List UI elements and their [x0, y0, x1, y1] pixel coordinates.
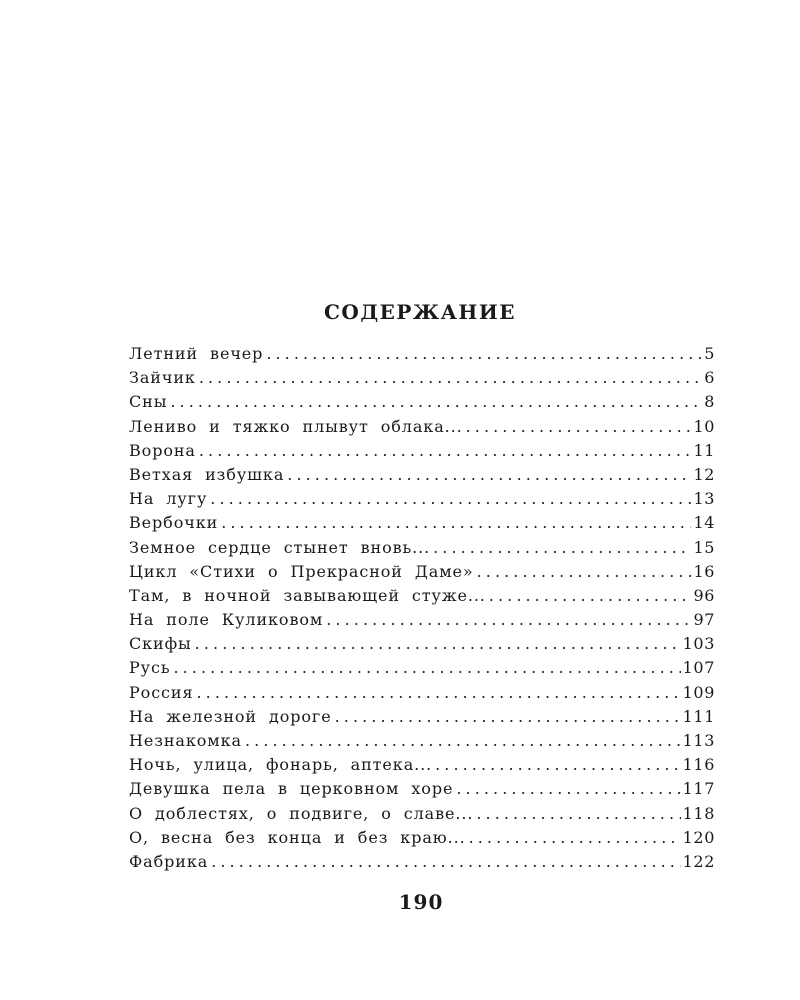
contents-heading: СОДЕРЖАНИЕ: [324, 300, 516, 324]
toc-entry: [129, 850, 715, 874]
dot-leader: [266, 342, 702, 366]
toc-entry-title: Русь: [129, 658, 171, 678]
toc-entry: [129, 705, 715, 729]
toc-entry-page: 120: [682, 827, 715, 847]
toc-entry-title: На лугу: [129, 489, 208, 509]
dot-leader: [170, 390, 702, 414]
toc-entry: [129, 511, 715, 535]
dot-leader: [199, 439, 692, 463]
toc-entry-page: 116: [682, 755, 715, 775]
toc-entry: [129, 390, 715, 414]
dot-leader: [287, 463, 691, 487]
toc-entry-page: 10: [693, 416, 715, 436]
toc-entry: [129, 802, 715, 826]
dot-leader: [335, 705, 681, 729]
dot-leader: [433, 536, 691, 560]
toc-entry-page: 109: [682, 682, 715, 702]
toc-entry-title: О доблестях, о подвиге, о славе...: [129, 803, 474, 823]
toc-entry-page: 103: [682, 634, 715, 654]
dot-leader: [476, 802, 680, 826]
dot-leader: [469, 826, 681, 850]
dot-leader: [466, 415, 692, 439]
dot-leader: [211, 850, 680, 874]
dot-leader: [196, 681, 680, 705]
toc-entry-page: 6: [704, 368, 715, 388]
toc-entry: [129, 342, 715, 366]
toc-entry: [129, 729, 715, 753]
toc-entry-title: Фабрика: [129, 851, 209, 871]
toc-entry-page: 117: [682, 779, 715, 799]
toc-entry-page: 15: [693, 537, 715, 557]
toc-entry-title: Ветхая избушка: [129, 464, 285, 484]
toc-entry-page: 118: [682, 803, 715, 823]
toc-entry: [129, 487, 715, 511]
toc-entry-title: Россия: [129, 682, 194, 702]
toc-entry-title: Лениво и тяжко плывут облака...: [129, 416, 463, 436]
toc-entry-title: Девушка пела в церковном хоре: [129, 779, 454, 799]
dot-leader: [210, 487, 691, 511]
toc-entry-page: 111: [682, 706, 715, 726]
dot-leader: [199, 366, 702, 390]
toc-entry: [129, 632, 715, 656]
toc-entry-page: 5: [704, 344, 715, 363]
toc-entry-page: 113: [682, 731, 715, 750]
toc-entry: [129, 560, 715, 584]
toc-entry-title: Там, в ночной завывающей стуже...: [129, 585, 486, 605]
toc-entry: [129, 608, 715, 632]
toc-entry-title: На поле Куликовом: [129, 610, 324, 630]
toc-entry: [129, 463, 715, 487]
toc-entry-page: 12: [693, 464, 715, 484]
toc-entry: [129, 656, 715, 680]
toc-entry: [129, 536, 715, 560]
dot-leader: [489, 584, 692, 608]
dot-leader: [173, 656, 680, 680]
table-of-contents: [129, 342, 715, 874]
toc-entry-title: Зайчик: [129, 368, 196, 388]
toc-entry-page: 97: [693, 610, 715, 630]
toc-entry: [129, 826, 715, 850]
toc-entry-page: 11: [693, 440, 715, 460]
toc-entry: [129, 439, 715, 463]
toc-entry: [129, 366, 715, 390]
toc-entry: [129, 777, 715, 801]
toc-entry-title: Вербочки: [129, 513, 219, 533]
toc-entry-title: Сны: [129, 392, 168, 412]
toc-entry-page: 13: [693, 489, 715, 509]
toc-entry: [129, 753, 715, 777]
dot-leader: [245, 729, 681, 753]
toc-entry-title: Цикл «Стихи о Прекрасной Даме»: [129, 561, 474, 581]
toc-entry-title: Земное сердце стынет вновь...: [129, 537, 431, 557]
toc-entry-title: Ворона: [129, 440, 196, 460]
dot-leader: [456, 777, 680, 801]
toc-entry-page: 122: [682, 851, 715, 871]
toc-entry-title: Ночь, улица, фонарь, аптека...: [129, 755, 433, 775]
toc-entry-title: Летний вечер: [129, 344, 264, 363]
toc-entry-title: Скифы: [129, 634, 192, 654]
dot-leader: [221, 511, 691, 535]
toc-entry-page: 14: [693, 513, 715, 533]
toc-entry-title: Незнакомка: [129, 731, 242, 750]
toc-entry: [129, 415, 715, 439]
dot-leader: [326, 608, 691, 632]
toc-entry-title: На железной дороге: [129, 706, 332, 726]
dot-leader: [195, 632, 681, 656]
dot-leader: [435, 753, 681, 777]
page-number: 190: [398, 890, 444, 914]
dot-leader: [477, 560, 692, 584]
toc-entry-page: 8: [704, 392, 715, 412]
toc-entry-page: 107: [682, 658, 715, 678]
toc-entry: [129, 584, 715, 608]
toc-entry: [129, 681, 715, 705]
toc-entry-page: 16: [693, 561, 715, 581]
toc-entry-title: О, весна без конца и без краю...: [129, 827, 466, 847]
toc-entry-page: 96: [693, 585, 715, 605]
